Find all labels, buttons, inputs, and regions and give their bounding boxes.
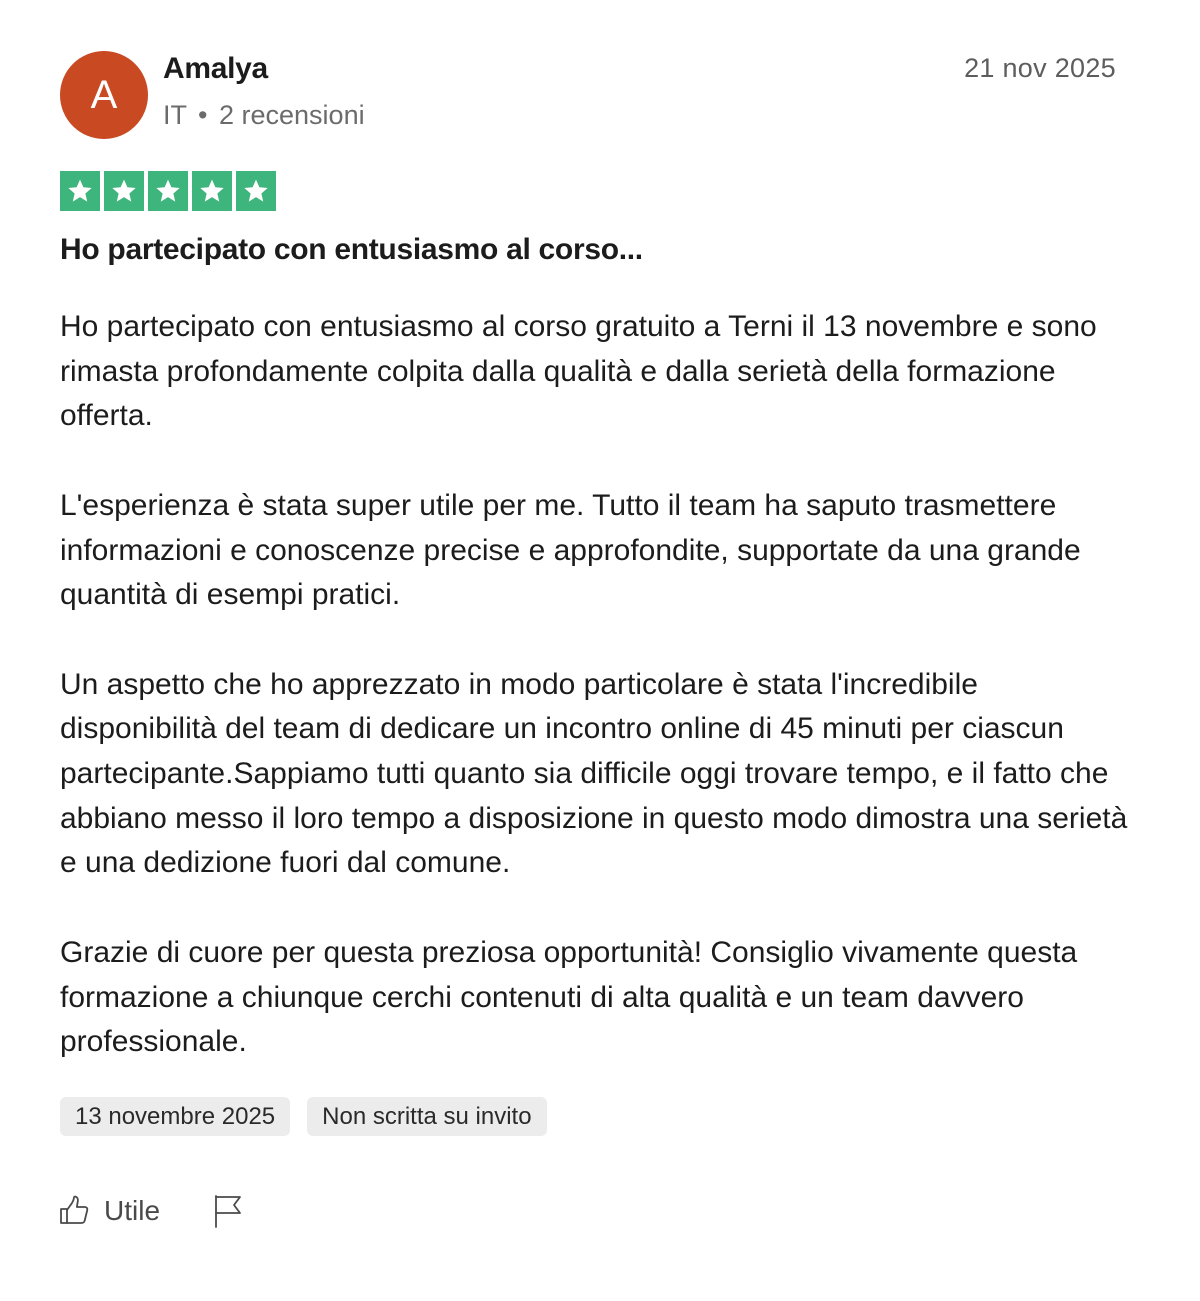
- review-paragraph: L'esperienza è stata super utile per me. Tutto il team ha saputo trasmettere informazioni e conoscenze precise e approfondite, supportate da una grande quantità di esempi pratici.: [60, 488, 1081, 612]
- star-icon: [60, 171, 100, 211]
- author-name[interactable]: Amalya: [163, 52, 268, 85]
- thumbs-up-icon: [58, 1195, 90, 1227]
- star-icon: [104, 171, 144, 211]
- meta-separator: •: [198, 100, 208, 130]
- invitation-status-badge[interactable]: Non scritta su invito: [307, 1097, 546, 1136]
- avatar-initial: A: [90, 72, 118, 117]
- star-icon: [192, 171, 232, 211]
- avatar[interactable]: [60, 51, 148, 139]
- useful-button[interactable]: [58, 1195, 160, 1227]
- review-tags: [60, 1097, 547, 1136]
- report-button[interactable]: [212, 1193, 244, 1229]
- author-review-count: 2 recensioni: [219, 100, 365, 130]
- review-paragraph: Grazie di cuore per questa preziosa opportunità! Consiglio vivamente questa formazione a chiunque cerchi contenuti di alta qualità e un team davvero professionale.: [60, 935, 1078, 1059]
- review-paragraph: Un aspetto che ho apprezzato in modo particolare è stata l'incredibile disponibilità del team di dedicare un incontro online di 45 minuti per ciascun partecipante.Sappiamo tutti quanto sia difficile oggi trovare tempo, e il fatto che abbiano messo il loro tempo a disposizione in questo modo dimostra una serietà e una dedizione fuori dal comune.: [60, 667, 1128, 880]
- review-header: [60, 0, 1116, 140]
- star-icon: [236, 171, 276, 211]
- author-country: IT: [163, 100, 187, 130]
- experience-date-badge: 13 novembre 2025: [60, 1097, 290, 1136]
- review-body: [60, 305, 1130, 1110]
- star-icon: [148, 171, 188, 211]
- author-meta: [163, 100, 365, 131]
- star-rating: [60, 171, 276, 211]
- useful-label: Utile: [104, 1195, 161, 1226]
- flag-icon: [212, 1193, 244, 1229]
- review-paragraph: Ho partecipato con entusiasmo al corso gratuito a Terni il 13 novembre e sono rimasta profondamente colpita dalla qualità e dalla serietà della formazione offerta.: [60, 310, 1097, 433]
- review-title[interactable]: Ho partecipato con entusiasmo al corso...: [60, 233, 643, 266]
- review-actions: [58, 1193, 244, 1229]
- review-date: 21 nov 2025: [964, 53, 1116, 83]
